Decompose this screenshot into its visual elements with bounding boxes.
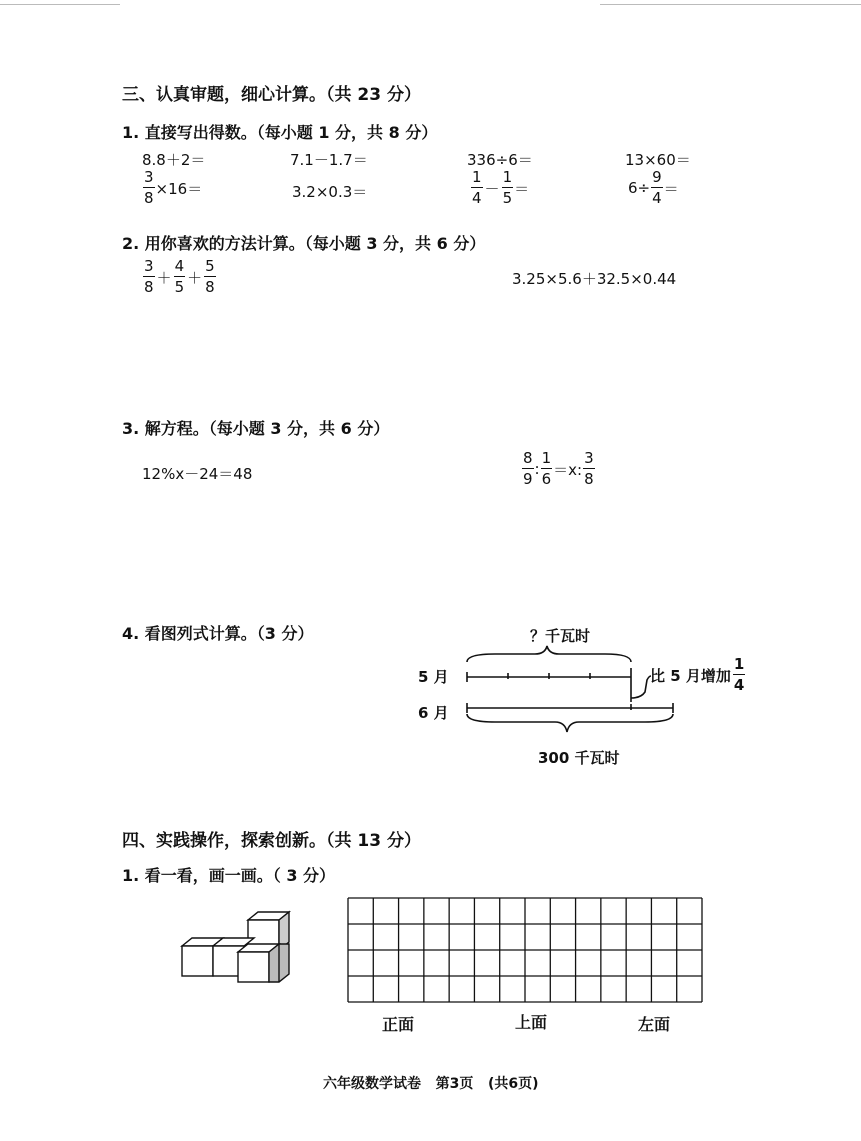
section4-heading: 四、实践操作，探索创新。（共 13 分） xyxy=(122,831,421,851)
increase-bracket xyxy=(631,676,651,698)
bottom-brace xyxy=(467,714,673,732)
fraction: $\frac{1}{6}$ xyxy=(541,449,552,488)
fraction: $\frac{4}{5}$ xyxy=(174,257,185,296)
calc-2: 7.1－1.7＝ xyxy=(290,151,368,169)
q2-expression-a: $\frac{3}{8}$ ＋ $\frac{4}{5}$ ＋ $\frac{5}{8}$ xyxy=(144,257,215,296)
fraction: $\frac{9}{4}$ xyxy=(652,168,662,207)
fraction: $\frac{5}{8}$ xyxy=(205,257,215,296)
section4-q1-title: 1. 看一看，画一画。（ 3 分） xyxy=(122,866,336,885)
section3-heading: 三、认真审题，细心计算。（共 23 分） xyxy=(122,85,421,105)
q3-equation-b: $\frac{8}{9}$ : $\frac{1}{6}$ ＝x: $\frac{3}{8}$ xyxy=(523,449,594,488)
top-brace xyxy=(467,646,631,662)
q4-title: 4. 看图列式计算。（3 分） xyxy=(122,624,314,643)
fraction: $\frac{8}{9}$ xyxy=(523,449,533,488)
q3-title: 3. 解方程。（每小题 3 分，共 6 分） xyxy=(122,419,390,438)
scan-line-left xyxy=(0,4,120,5)
calc-8: 6÷ $\frac{9}{4}$ ＝ xyxy=(628,168,679,207)
diagram-side-label: 比 5 月增加 $\frac{1}{4}$ xyxy=(650,655,745,694)
fraction: $\frac{1}{5}$ xyxy=(502,168,513,207)
scan-line-right xyxy=(600,4,861,5)
calc-7: $\frac{1}{4}$ － $\frac{1}{5}$ ＝ xyxy=(472,168,530,207)
segment-diagram xyxy=(455,640,695,750)
fraction: $\frac{3}{8}$ xyxy=(584,449,594,488)
calc-5: $\frac{3}{8}$ ×16＝ xyxy=(144,168,203,207)
q3-equation-a: 12%x－24＝48 xyxy=(142,465,253,483)
calc-6: 3.2×0.3＝ xyxy=(292,183,368,201)
fraction: $\frac{1}{4}$ xyxy=(472,168,482,207)
fraction: $\frac{3}{8}$ xyxy=(144,168,154,207)
q1-title: 1. 直接写出得数。（每小题 1 分，共 8 分） xyxy=(122,123,438,142)
view-label-left: 左面 xyxy=(638,1015,671,1034)
diagram-top-label: ？千瓦时 xyxy=(530,627,591,645)
calc-4: 13×60＝ xyxy=(625,151,691,169)
calc-1: 8.8＋2＝ xyxy=(142,151,206,169)
diagram-june-label: 6 月 xyxy=(418,704,449,722)
view-label-front: 正面 xyxy=(382,1015,415,1034)
fraction: $\frac{1}{4}$ xyxy=(733,655,745,694)
q2-title: 2. 用你喜欢的方法计算。（每小题 3 分，共 6 分） xyxy=(122,234,486,253)
page-footer: 六年级数学试卷 第3页 (共6页) xyxy=(323,1076,539,1092)
fraction: $\frac{3}{8}$ xyxy=(144,257,154,296)
cube-stack-figure xyxy=(178,910,298,985)
drawing-grid[interactable] xyxy=(345,895,705,1005)
view-label-top: 上面 xyxy=(515,1013,548,1032)
calc-3: 336÷6＝ xyxy=(467,151,533,169)
diagram-may-label: 5 月 xyxy=(418,668,449,686)
diagram-bottom-label: 300 千瓦时 xyxy=(538,749,620,767)
q2-expression-b: 3.25×5.6＋32.5×0.44 xyxy=(512,270,677,288)
